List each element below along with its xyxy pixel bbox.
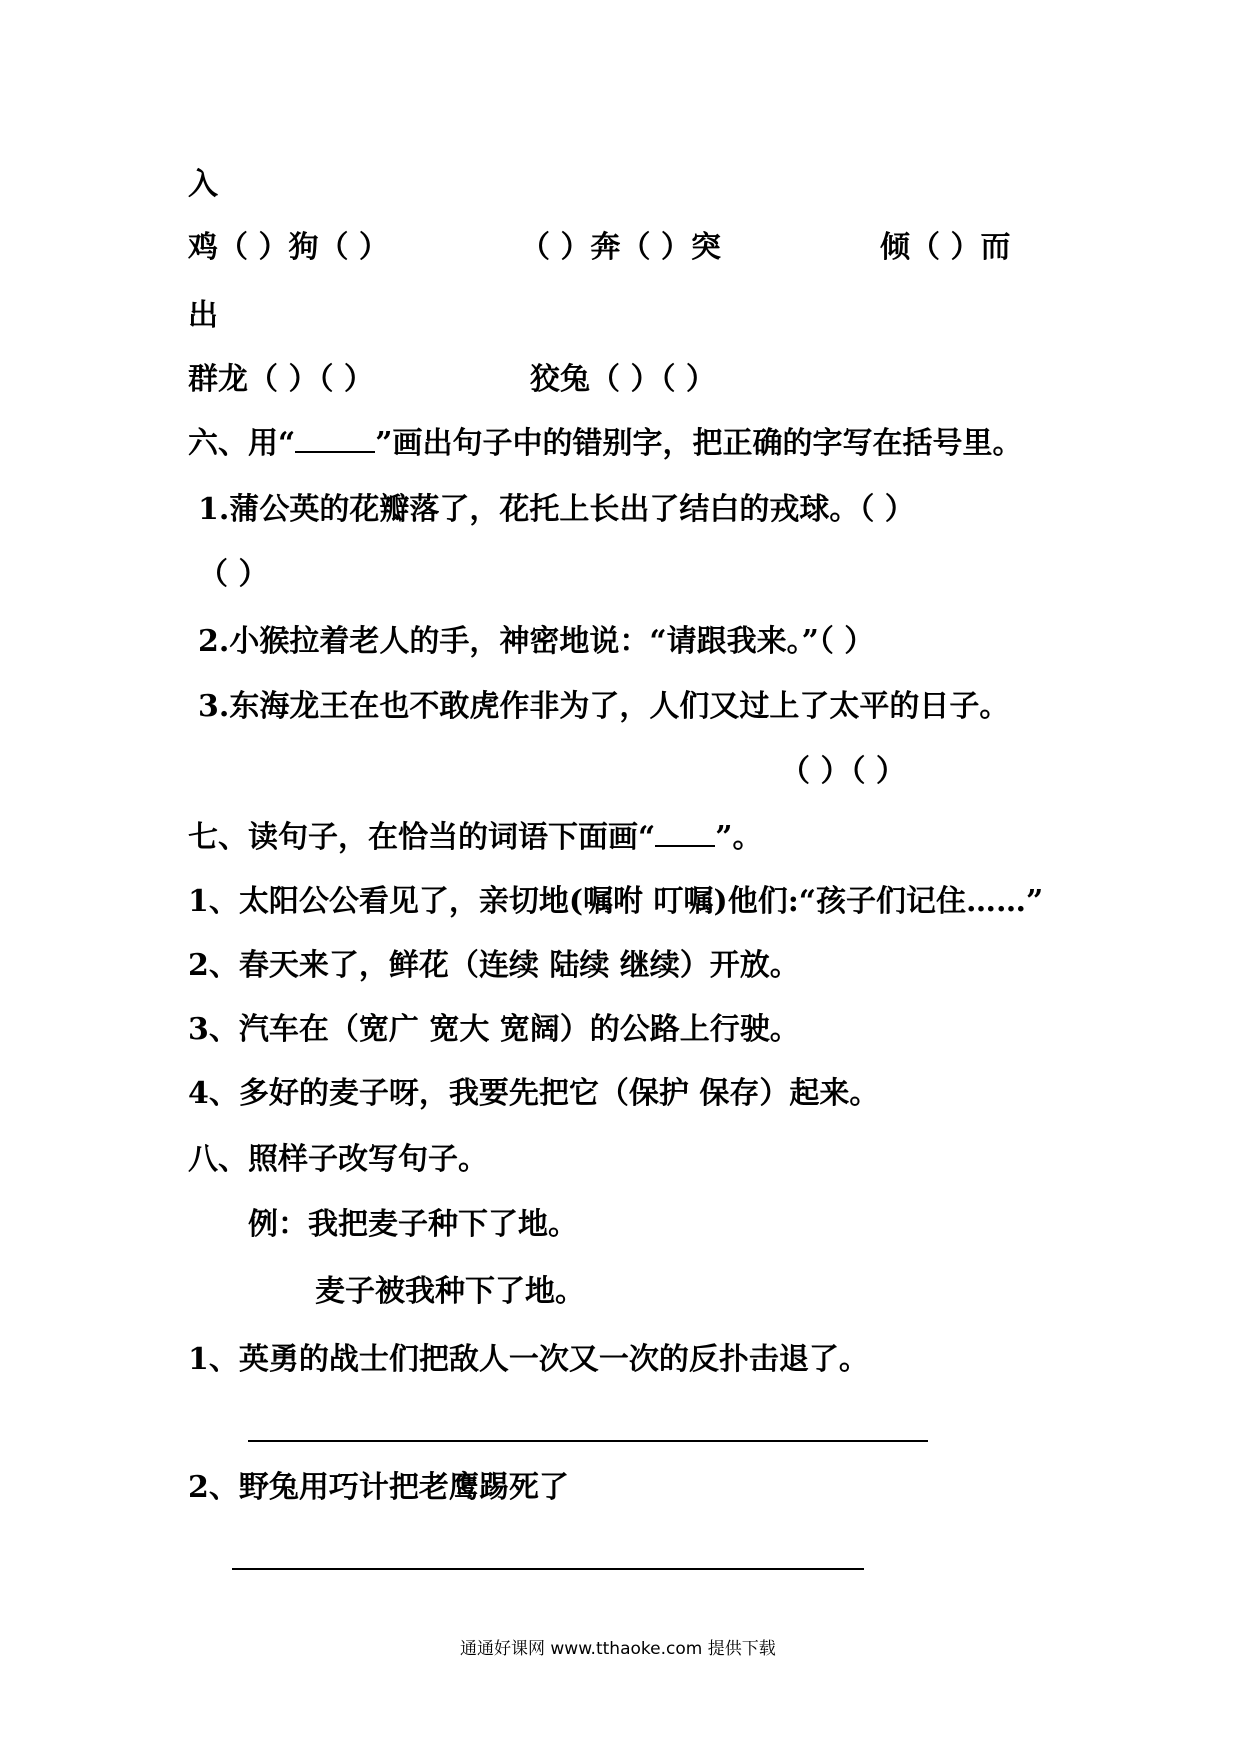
section-7-item-2-text: 2、春天来了，鲜花（连续 陆续 继续）开放。 [188,948,800,983]
footer-text: 通通好课网 www.tthaoke.com 提供下载 [460,1639,776,1659]
section-7-item-4-text: 4、多好的麦子呀，我要先把它（保护 保存）起来。 [188,1076,880,1111]
section-6-item-1-text: 1.蒲公英的花瓣落了，花托上长出了结白的戎球。（ ） [198,492,915,527]
line-chu [188,296,218,336]
section-8-example-1 [248,1205,578,1245]
idiom-row-1 [188,228,389,268]
section-6-item-3 [198,687,1009,727]
section-8-example-2-text: 麦子被我种下了地。 [315,1274,585,1309]
section-8-example-1-text: 例：我把麦子种下了地。 [248,1207,578,1242]
section-6-item-2-text: 2.小猴拉着老人的手，神密地说：“请跟我来。”（ ） [198,624,875,659]
idiom-ji-gou: 鸡（ ）狗（ ） [188,230,389,265]
idiom-jiao-tu: 狡兔（ ）（ ） [530,362,716,397]
section-7-item-1 [188,882,1043,922]
section-8-item-2-text: 2、野兔用巧计把老鹰踢死了 [188,1470,569,1505]
idiom-qing-er: 倾（ ）而 [880,230,1011,265]
section-6-item-1 [198,490,915,530]
idiom-row-2-b [530,360,716,400]
answer-line-2[interactable] [232,1568,864,1570]
section-8-item-2 [188,1468,569,1508]
text-ru: 入 [188,167,218,202]
section-6-item-3b-text: （ ）（ ） [780,754,906,789]
section-8-heading [188,1140,488,1180]
idiom-row-2 [188,360,374,400]
section-6-heading-pre: 六、用“ [188,426,296,461]
underline-sample-2 [655,819,715,847]
section-8-item-1-text: 1、英勇的战士们把敌人一次又一次的反扑击退了。 [188,1342,869,1377]
section-6-item-2 [198,622,874,662]
idiom-qun-long: 群龙（ ）（ ） [188,362,374,397]
section-7-heading [188,818,763,858]
section-8-example-2 [315,1272,585,1312]
section-8-item-1 [188,1340,869,1380]
underline-sample [295,425,375,453]
section-6-item-3-text: 3.东海龙王在也不敢虎作非为了，人们又过上了太平的日子。 [198,689,1010,724]
section-7-item-1-text: 1、太阳公公看见了，亲切地(嘱咐 叮嘱)他们:“孩子们记住……” [188,884,1044,919]
section-7-item-3 [188,1010,800,1050]
idiom-row-1-c [880,228,1010,268]
idiom-ben-tu: （ ）奔（ ）突 [520,230,721,265]
section-8-heading-text: 八、照样子改写句子。 [188,1142,488,1177]
section-7-item-3-text: 3、汽车在（宽广 宽大 宽阔）的公路上行驶。 [188,1012,800,1047]
section-6-item-1b [198,555,268,595]
section-7-item-2 [188,946,800,986]
line-ru [188,165,218,205]
section-7-heading-post: ”。 [715,820,763,855]
section-6-heading-post: ”画出句子中的错别字，把正确的字写在括号里。 [375,426,1023,461]
answer-line-1[interactable] [248,1440,928,1442]
idiom-row-1-b [520,228,721,268]
section-7-item-4 [188,1074,879,1114]
section-7-heading-pre: 七、读句子，在恰当的词语下面画“ [188,820,656,855]
section-6-item-1b-text: （ ） [198,557,269,592]
section-6-item-3b [780,752,906,792]
text-chu: 出 [188,298,218,333]
section-6-heading [188,424,1023,464]
